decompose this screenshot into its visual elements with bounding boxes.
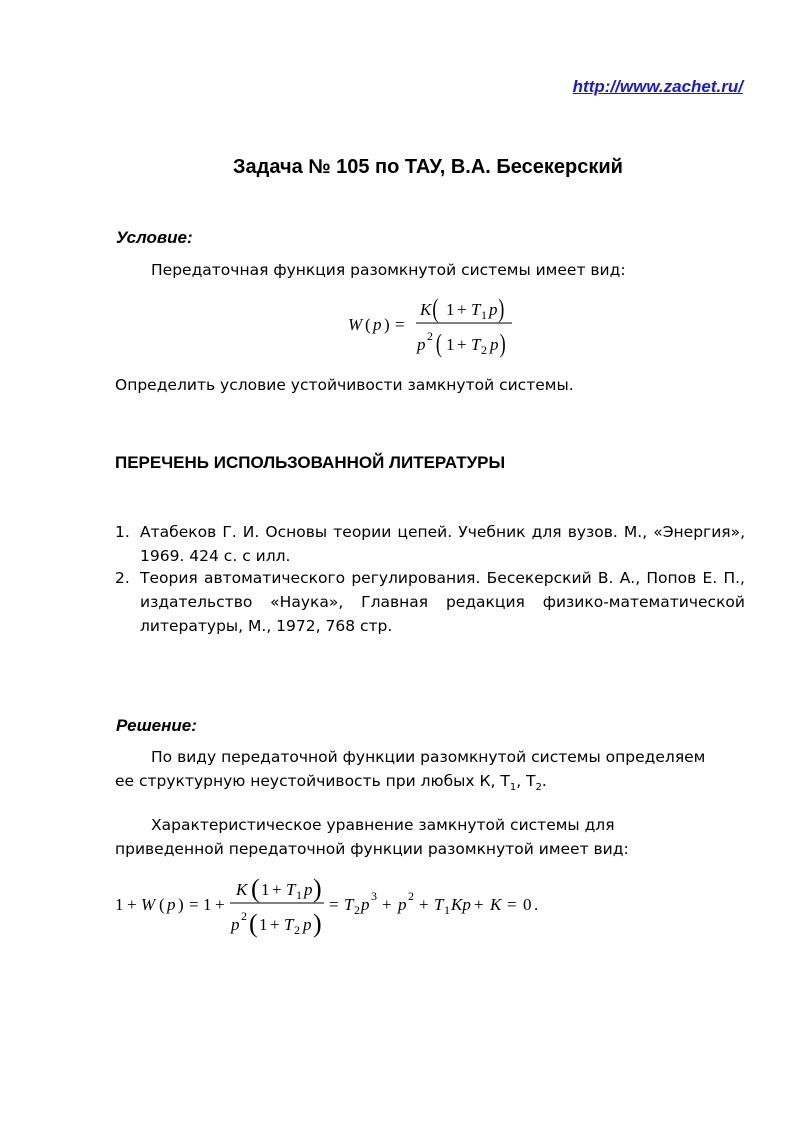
svg-text:1: 1 [259, 915, 268, 934]
solution-paragraph-1-text: По виду передаточной функции разомкнутой системы определяем ее структурную неустойчивость при любых К, Т [115, 748, 706, 790]
svg-text:): ) [313, 874, 322, 903]
svg-text:+: + [215, 895, 225, 914]
svg-text:p: p [303, 915, 312, 934]
svg-text:2: 2 [427, 329, 433, 343]
svg-text:T: T [284, 915, 294, 934]
solution-paragraph-2: Характеристическое уравнение замкнутой системы для приведенной передаточной функции разомкнутой имеет вид: [115, 816, 629, 858]
svg-text:): ) [384, 315, 390, 334]
svg-text:(: ( [249, 909, 258, 938]
svg-text:1: 1 [446, 335, 455, 354]
condition-intro: Передаточная функция разомкнутой системы имеет вид: [151, 261, 626, 279]
svg-text:1: 1 [261, 880, 270, 899]
svg-text:+: + [127, 895, 137, 914]
reference-item-2 [115, 566, 745, 638]
svg-text:K: K [236, 880, 248, 899]
svg-text:(: ( [365, 315, 371, 334]
svg-text:p: p [361, 895, 370, 914]
svg-text:T: T [434, 895, 444, 914]
site-link[interactable]: http://www.zachet.ru/ [572, 77, 743, 96]
svg-text:0: 0 [523, 895, 532, 914]
svg-text:+: + [457, 335, 467, 354]
svg-text:): ) [178, 895, 184, 914]
svg-text:2: 2 [354, 903, 360, 917]
svg-text:K: K [490, 895, 502, 914]
svg-text:Kp: Kp [451, 895, 471, 914]
svg-text:=: = [329, 895, 339, 914]
transfer-function-formula [340, 292, 520, 362]
characteristic-equation-formula [110, 872, 560, 944]
reference-item-1 [115, 520, 745, 568]
solution-paragraph-1-mid: , Т [516, 772, 536, 790]
svg-text:p: p [373, 315, 382, 334]
svg-text:p: p [304, 880, 313, 899]
svg-text:W: W [348, 315, 363, 334]
svg-text:+: + [270, 915, 280, 934]
svg-text:(: ( [435, 328, 442, 358]
svg-text:): ) [499, 328, 506, 358]
svg-text:1: 1 [444, 903, 450, 917]
svg-text:2: 2 [241, 909, 247, 923]
svg-text:+: + [474, 895, 484, 914]
svg-text:3: 3 [371, 889, 377, 903]
svg-text:2: 2 [294, 923, 300, 937]
svg-text:1: 1 [481, 308, 487, 322]
svg-text:=: = [189, 895, 199, 914]
reference-number: 1. [115, 523, 130, 541]
solution-heading: Решение: [116, 716, 197, 735]
svg-text:.: . [534, 895, 539, 914]
svg-text:T: T [286, 880, 296, 899]
solution-paragraph-1 [115, 745, 715, 800]
svg-text:2: 2 [408, 889, 414, 903]
svg-text:2: 2 [481, 343, 487, 357]
svg-text:1: 1 [296, 888, 302, 902]
svg-text:p: p [489, 300, 498, 319]
svg-text:(: ( [251, 874, 260, 903]
svg-text:(: ( [159, 895, 165, 914]
svg-text:p: p [398, 895, 407, 914]
svg-text:+: + [382, 895, 392, 914]
svg-text:1: 1 [115, 895, 124, 914]
svg-text:+: + [419, 895, 429, 914]
literature-heading: ПЕРЕЧЕНЬ ИСПОЛЬЗОВАННОЙ ЛИТЕРАТУРЫ [115, 453, 506, 472]
subscript-1: 1 [509, 782, 517, 794]
reference-number: 2. [115, 569, 130, 587]
svg-text:+: + [272, 880, 282, 899]
svg-text:T: T [471, 335, 481, 354]
condition-task: Определить условие устойчивости замкнутой системы. [115, 376, 574, 394]
svg-text:T: T [471, 300, 481, 319]
svg-text:T: T [344, 895, 354, 914]
condition-heading: Условие: [116, 228, 193, 247]
svg-text:p: p [490, 335, 499, 354]
svg-text:+: + [457, 300, 467, 319]
svg-text:1: 1 [446, 300, 455, 319]
svg-text:K: K [420, 300, 432, 319]
svg-text:1: 1 [203, 895, 212, 914]
svg-text:W: W [141, 895, 156, 914]
svg-text:(: ( [432, 293, 439, 323]
svg-text:p: p [167, 895, 176, 914]
svg-text:): ) [498, 293, 505, 323]
svg-text:=: = [395, 315, 405, 334]
reference-text: Атабеков Г. И. Основы теории цепей. Учебник для вузов. М., «Энергия», 1969. 424 с. с илл. [140, 523, 745, 565]
svg-text:p: p [417, 335, 426, 354]
subscript-2: 2 [535, 782, 542, 794]
svg-text:=: = [507, 895, 517, 914]
svg-text:p: p [231, 915, 240, 934]
page-title: Задача № 105 по ТАУ, В.А. Бесекерский [233, 156, 623, 178]
solution-paragraph-1-end: . [541, 772, 547, 790]
svg-text:): ) [313, 909, 322, 938]
reference-text: Теория автоматического регулирования. Бесекерский В. А., Попов Е. П., издательство «Наука», Главная редакция физико-математической литературы, М., 1972, 768 стр. [140, 569, 745, 635]
